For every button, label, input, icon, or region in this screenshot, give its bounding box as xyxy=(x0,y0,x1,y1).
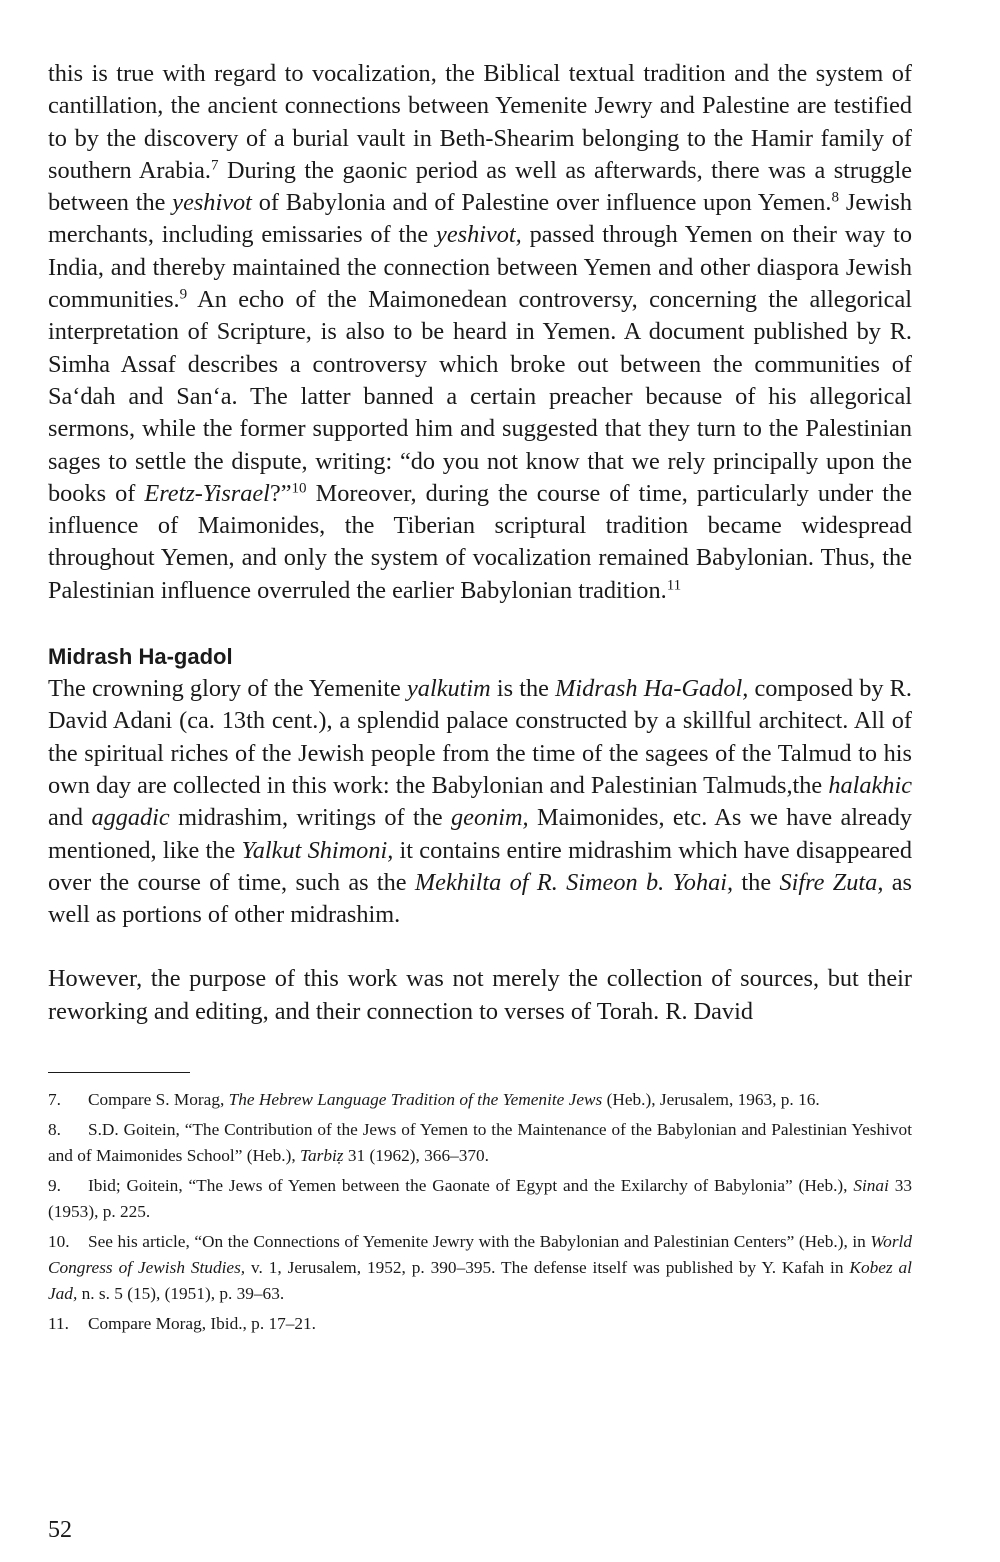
text-run: Maimonides, etc. As we have already mentioned, like the xyxy=(48,804,913,864)
page-number: 52 xyxy=(48,1517,72,1543)
text-run: An echo of the Maimonedean controversy, concerning the allegorical interpretation of Scripture, is also to be heard in Yemen. A document published by R. Simha Assaf describes a controversy which broke out between the communities of Sa‘dah and San‘a. The latter banned a certain preacher because of his allegorical sermons, while the former supported him and suggested that they turn to the Palestinian sages to settle the dispute, writing: “do you not know that we rely principally upon the books of xyxy=(48,286,912,507)
section-heading: Midrash Ha-gadol xyxy=(48,644,233,670)
footnote-ref-11[interactable]: 11 xyxy=(666,577,682,594)
text-run: Moreover, during the course of time, particularly under the influence of Maimonides, the Tiberian scriptural tradition became widespread throughout Yemen, and only the system of vocalization remained Babylonian. Thus, the Palestinian influence overruled the earlier Babylonian tradition. xyxy=(48,479,912,604)
text-run: composed by R. David Adani (ca. 13th cent.), a splendid palace constructed by a skillful architect. All of the spiritual riches of the Jewish people from the time of the sagees of the Talmud to his own day are collected in this work: the Babylonian and Palestinian Talmuds,the xyxy=(48,675,912,799)
text-run: Jewish merchants, including emissaries of the xyxy=(48,189,913,249)
text-run: v. 1, Jerusalem, 1952, p. 390–395. The defense itself was published by Y. Kafah in xyxy=(245,1258,850,1278)
footnote-number: 7. xyxy=(48,1090,61,1110)
text-run: as well as portions of other midrashim. xyxy=(48,868,912,929)
italic-title: Kobez al Jad, xyxy=(48,1258,912,1304)
text-run: S.D. Goitein, “The Contribution of the Jews of Yemen to the Maintenance of the Babylonian and Palestinian Yeshivot and of Maimonides School” (Heb.), xyxy=(48,1120,912,1166)
body-paragraph xyxy=(48,58,912,607)
text-run: of Babylonia and of Palestine over influence upon Yemen. xyxy=(251,189,832,217)
italic-title: The Hebrew Language Tradition of the Yemenite Jews xyxy=(228,1090,603,1110)
footnote-7 xyxy=(48,1087,912,1113)
italic-term: yeshivot xyxy=(172,189,252,217)
paragraph-gap xyxy=(48,931,912,963)
text-run: 31 (1962), 366–370. xyxy=(343,1146,489,1166)
text-run: ?” xyxy=(269,479,292,507)
footnote-ref-10[interactable]: 10 xyxy=(291,480,307,497)
italic-title: Sinai xyxy=(853,1176,889,1196)
italic-term: yeshivot, xyxy=(436,221,522,249)
text-run: n. s. 5 (15), (1951), p. 39–63. xyxy=(77,1284,285,1304)
footnote-11 xyxy=(48,1311,912,1337)
footnote-10 xyxy=(48,1229,912,1307)
italic-title: Tarbiẓ xyxy=(299,1146,344,1166)
text-run: Compare Morag, Ibid., p. 17–21. xyxy=(88,1314,316,1334)
text-run: Ibid; Goitein, “The Jews of Yemen between the Gaonate of Egypt and the Exilarchy of Babylonia” (Heb.), xyxy=(88,1176,854,1196)
page-content xyxy=(48,58,912,1341)
text-run: and xyxy=(48,804,92,832)
text-run: midrashim, writings of the xyxy=(169,804,452,832)
body-paragraph xyxy=(48,673,912,931)
text-run: is the xyxy=(490,675,556,703)
footnote-8 xyxy=(48,1117,912,1169)
italic-term: halakhic xyxy=(828,771,912,799)
text-run: the xyxy=(733,868,780,896)
footnote-ref-8[interactable]: 8 xyxy=(831,189,840,206)
footnote-9 xyxy=(48,1173,912,1225)
italic-term: Yalkut Shimoni, xyxy=(241,836,394,864)
italic-term: yalkutim xyxy=(407,675,491,703)
body-paragraph: However, the purpose of this work was not merely the collection of sources, but their reworking and editing, and their connection to verses of Torah. R. David xyxy=(48,965,912,1025)
text-run: passed through Yemen on their way to India, and thereby maintained the connection between Yemen and other diaspora Jewish communities. xyxy=(48,221,913,314)
text-run: this is true with regard to vocalization, the Biblical textual tradition and the system of cantillation, the ancient connections between Yemenite Jewry and Palestine are testified to by the discovery of a burial vault in Beth-Shearim belonging to the Hamir family of southern Arabia. xyxy=(48,60,912,184)
text-run: During the gaonic period as well as afterwards, there was a struggle between the xyxy=(48,156,912,217)
footnote-ref-7[interactable]: 7 xyxy=(211,157,219,174)
text-run: it contains entire midrashim which have disappeared over the course of time, such as the xyxy=(48,836,912,896)
text-run: (Heb.), Jerusalem, 1963, p. 16. xyxy=(602,1090,820,1110)
italic-term: aggadic xyxy=(91,804,170,832)
footnote-number: 10. xyxy=(48,1232,70,1252)
italic-term: Sifre Zuta, xyxy=(779,868,884,896)
footnote-number: 11. xyxy=(48,1314,69,1334)
footnote-number: 9. xyxy=(48,1176,61,1196)
footnote-number: 8. xyxy=(48,1120,61,1140)
italic-term: Eretz-Yisrael xyxy=(144,479,270,507)
text-run: Compare S. Morag, xyxy=(88,1090,229,1110)
footnote-ref-9[interactable]: 9 xyxy=(179,286,188,303)
text-run: The crowning glory of the Yemenite xyxy=(48,675,408,703)
italic-term: Midrash Ha-Gadol, xyxy=(555,675,749,703)
text-run: 33 (1953), p. 225. xyxy=(48,1176,912,1222)
footnote-divider xyxy=(48,1072,190,1073)
italic-term: Mekhilta of R. Simeon b. Yohai, xyxy=(414,868,734,896)
italic-title: World Congress of Jewish Studies, xyxy=(48,1232,912,1278)
italic-term: geonim, xyxy=(451,804,529,832)
text-run: See his article, “On the Connections of Yemenite Jewry with the Babylonian and Palestinian Centers” (Heb.), in xyxy=(88,1232,871,1252)
